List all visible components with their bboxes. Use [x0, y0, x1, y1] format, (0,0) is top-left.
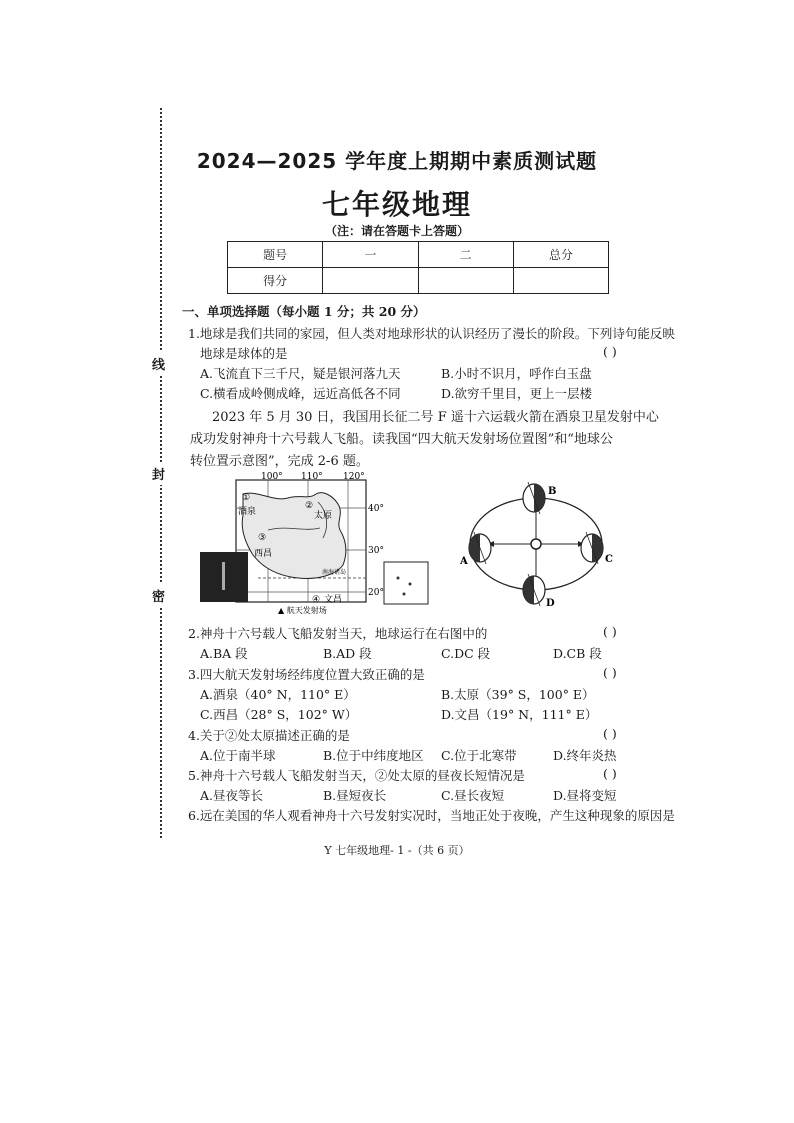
q1-option-b: B.小时不识月，呼作白玉盘: [441, 366, 592, 381]
score-cell[interactable]: [513, 268, 608, 294]
lon-label: 120°: [343, 472, 365, 482]
q2-option-a: A.BA 段: [200, 646, 248, 661]
passage-line2: 成功发射神舟十六号载人飞船。读我国“四大航天发射场位置图”和“地球公: [190, 432, 613, 447]
q5-stem: 5.神舟十六号载人飞船发射当天，②处太原的昼夜长短情况是: [188, 768, 525, 783]
lat-label: 40°: [368, 504, 384, 514]
q2-option-d: D.CB 段: [553, 646, 602, 661]
lon-label: 110°: [301, 472, 323, 482]
score-cell[interactable]: [323, 268, 418, 294]
score-row-label: 得分: [228, 268, 323, 294]
q2-option-c: C.DC 段: [441, 646, 491, 661]
q5-option-d: D.昼将变短: [553, 788, 617, 803]
q1-option-a: A.飞流直下三千尺，疑是银河落九天: [200, 366, 401, 381]
margin-char-xian: 线: [152, 352, 165, 375]
earth-c-icon: [581, 532, 603, 564]
earth-b-icon: [523, 482, 545, 514]
site-label-taiyuan: 太原: [314, 511, 333, 521]
site-label-xichang: 西昌: [254, 549, 273, 559]
earth-a-icon: [469, 532, 491, 564]
q4-option-c: C.位于北寒带: [441, 748, 517, 763]
q4-option-d: D.终年炎热: [553, 748, 617, 763]
orbit-label-a: A: [460, 556, 468, 567]
site-label-jiuquan: 酒泉: [238, 507, 257, 517]
exam-note: （注：请在答题卡上答题）: [324, 224, 469, 238]
q2-stem: 2.神舟十六号载人飞船发射当天，地球运行在右图中的: [188, 626, 488, 641]
earth-orbit-diagram: [458, 478, 618, 618]
q5-option-b: B.昼短夜长: [323, 788, 387, 803]
q1-option-d: D.欲穷千里目，更上一层楼: [441, 386, 593, 401]
q2-option-b: B.AD 段: [323, 646, 372, 661]
score-table: [227, 241, 609, 294]
south-sea-inset: [384, 562, 428, 604]
passage-line3: 转位置示意图”，完成 2-6 题。: [190, 454, 369, 469]
orbit-label-d: D: [546, 598, 555, 609]
q1-stem-line1: 1.地球是我们共同的家园，但人类对地球形状的认识经历了漫长的阶段。下列诗句能反映: [188, 326, 675, 341]
exam-subject: 七年级地理: [321, 188, 472, 221]
lat-label: 30°: [368, 546, 384, 556]
q6-stem: 6.远在美国的华人观看神舟十六号发射实况时，当地正处于夜晚，产生这种现象的原因是: [188, 808, 675, 823]
q1-answer-paren: ( ): [603, 344, 617, 359]
island-dot: [409, 583, 412, 586]
page-footer: Y 七年级地理- 1 -（共 6 页）: [324, 844, 470, 857]
site-marker-2: ②: [305, 501, 314, 511]
q5-option-c: C.昼长夜短: [441, 788, 505, 803]
score-header-cell: 总分: [513, 242, 608, 268]
site-marker-3: ③: [258, 533, 267, 543]
section-title: 一、单项选择题（每小题 1 分；共 20 分）: [182, 304, 426, 319]
q3-stem: 3.四大航天发射场经纬度位置大致正确的是: [188, 667, 425, 682]
q3-answer-paren: ( ): [603, 665, 617, 680]
site-label-wenchang: 文昌: [324, 595, 343, 605]
orbit-label-c: C: [605, 554, 613, 565]
margin-char-mi: 密: [152, 584, 165, 607]
q3-option-a: A.酒泉（40° N，110° E）: [200, 687, 356, 702]
lon-label: 100°: [261, 472, 283, 482]
margin-char-feng: 封: [152, 462, 165, 485]
inset-caption: 南海诸岛: [322, 569, 347, 576]
q1-option-c: C.横看成岭侧成峰，远近高低各不同: [200, 386, 401, 401]
lat-label: 20°: [368, 588, 384, 598]
site-marker-4: ④: [312, 595, 321, 605]
q4-option-a: A.位于南半球: [200, 748, 276, 763]
q2-answer-paren: ( ): [603, 624, 617, 639]
launch-sites-map: [198, 470, 438, 615]
orbit-label-b: B: [548, 486, 557, 497]
q3-option-b: B.太原（39° S，100° E）: [441, 687, 595, 702]
score-header-cell: 题号: [228, 242, 323, 268]
score-cell[interactable]: [418, 268, 513, 294]
q4-stem: 4.关于②处太原描述正确的是: [188, 728, 350, 743]
passage-line1: 2023 年 5 月 30 日，我国用长征二号 F 遥十六运载火箭在酒泉卫星发射中心: [212, 410, 659, 425]
rocket-shape: [222, 562, 225, 590]
sun-icon: [531, 539, 541, 549]
exam-title: 2024—2025 学年度上期期中素质测试题: [196, 149, 598, 173]
score-header-cell: 二: [418, 242, 513, 268]
q4-option-b: B.位于中纬度地区: [323, 748, 424, 763]
earth-d-icon: [523, 574, 545, 606]
score-table-score-row: [228, 268, 609, 294]
q5-answer-paren: ( ): [603, 766, 617, 781]
island-dot: [397, 577, 400, 580]
q3-option-d: D.文昌（19° N，111° E）: [441, 707, 598, 722]
q4-answer-paren: ( ): [603, 726, 617, 741]
q3-option-c: C.西昌（28° S，102° W）: [200, 707, 358, 722]
score-header-cell: 一: [323, 242, 418, 268]
score-table-header-row: [228, 242, 609, 268]
map-legend: ▲ 航天发射场: [278, 606, 327, 615]
q5-option-a: A.昼夜等长: [200, 788, 264, 803]
q1-stem-line2: 地球是球体的是: [200, 346, 288, 361]
island-dot: [403, 593, 406, 596]
site-marker-1: ①: [242, 493, 251, 503]
